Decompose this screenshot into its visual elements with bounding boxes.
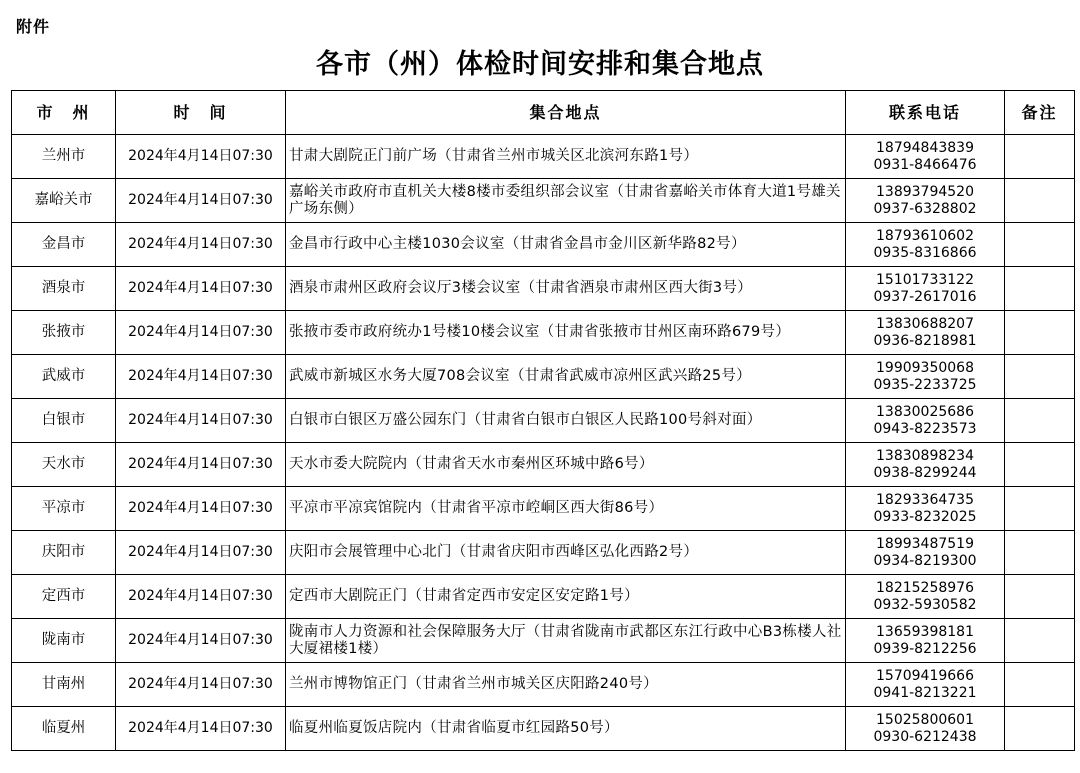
table-row bbox=[12, 487, 1075, 531]
phone-cell bbox=[846, 311, 1005, 355]
mobile-number: 13830025686 bbox=[876, 403, 974, 420]
city-cell: 甘南州 bbox=[12, 663, 116, 707]
time-cell: 2024年4月14日07:30 bbox=[116, 355, 286, 399]
column-header-location: 集合地点 bbox=[286, 91, 846, 135]
city-cell: 白银市 bbox=[12, 399, 116, 443]
city-cell: 临夏州 bbox=[12, 707, 116, 751]
table-row bbox=[12, 575, 1075, 619]
location-cell: 平凉市平凉宾馆院内（甘肃省平凉市崆峒区西大街86号） bbox=[286, 487, 846, 531]
time-cell: 2024年4月14日07:30 bbox=[116, 443, 286, 487]
column-header-phone: 联系电话 bbox=[846, 91, 1005, 135]
time-cell: 2024年4月14日07:30 bbox=[116, 223, 286, 267]
mobile-number: 15101733122 bbox=[876, 271, 974, 288]
time-cell: 2024年4月14日07:30 bbox=[116, 179, 286, 223]
mobile-number: 13830688207 bbox=[876, 315, 974, 332]
location-cell: 金昌市行政中心主楼1030会议室（甘肃省金昌市金川区新华路82号） bbox=[286, 223, 846, 267]
location-cell: 嘉峪关市政府市直机关大楼8楼市委组织部会议室（甘肃省嘉峪关市体育大道1号雄关广场东侧） bbox=[286, 179, 846, 223]
mobile-number: 19909350068 bbox=[876, 359, 974, 376]
city-cell: 天水市 bbox=[12, 443, 116, 487]
remark-cell bbox=[1005, 399, 1075, 443]
page-title: 各市（州）体检时间安排和集合地点 bbox=[316, 49, 764, 80]
mobile-number: 13893794520 bbox=[876, 183, 974, 200]
table-header bbox=[12, 91, 1075, 135]
mobile-number: 13659398181 bbox=[876, 623, 974, 640]
landline-number: 0931-8466476 bbox=[873, 156, 977, 173]
landline-number: 0938-8299244 bbox=[873, 464, 977, 481]
landline-number: 0939-8212256 bbox=[873, 640, 977, 657]
city-cell: 金昌市 bbox=[12, 223, 116, 267]
time-cell: 2024年4月14日07:30 bbox=[116, 135, 286, 179]
city-cell: 张掖市 bbox=[12, 311, 116, 355]
column-header-remark: 备注 bbox=[1005, 91, 1075, 135]
landline-number: 0937-2617016 bbox=[873, 288, 977, 305]
city-cell: 兰州市 bbox=[12, 135, 116, 179]
table-row bbox=[12, 311, 1075, 355]
landline-number: 0930-6212438 bbox=[873, 728, 977, 745]
table-row bbox=[12, 179, 1075, 223]
phone-cell bbox=[846, 135, 1005, 179]
mobile-number: 18793610602 bbox=[876, 227, 974, 244]
remark-cell bbox=[1005, 267, 1075, 311]
table-body bbox=[12, 135, 1075, 751]
location-cell: 天水市委大院院内（甘肃省天水市秦州区环城中路6号） bbox=[286, 443, 846, 487]
header-row bbox=[12, 91, 1075, 135]
table-row bbox=[12, 223, 1075, 267]
remark-cell bbox=[1005, 575, 1075, 619]
time-cell: 2024年4月14日07:30 bbox=[116, 487, 286, 531]
time-cell: 2024年4月14日07:30 bbox=[116, 311, 286, 355]
city-cell: 平凉市 bbox=[12, 487, 116, 531]
mobile-number: 18215258976 bbox=[876, 579, 974, 596]
location-cell: 定西市大剧院正门（甘肃省定西市安定区安定路1号） bbox=[286, 575, 846, 619]
landline-number: 0935-2233725 bbox=[873, 376, 977, 393]
location-cell: 临夏州临夏饭店院内（甘肃省临夏市红园路50号） bbox=[286, 707, 846, 751]
phone-cell bbox=[846, 267, 1005, 311]
phone-cell bbox=[846, 443, 1005, 487]
location-cell: 甘肃大剧院正门前广场（甘肃省兰州市城关区北滨河东路1号） bbox=[286, 135, 846, 179]
mobile-number: 15025800601 bbox=[876, 711, 974, 728]
remark-cell bbox=[1005, 663, 1075, 707]
remark-cell bbox=[1005, 355, 1075, 399]
table-row bbox=[12, 135, 1075, 179]
table-row bbox=[12, 443, 1075, 487]
remark-cell bbox=[1005, 707, 1075, 751]
city-cell: 酒泉市 bbox=[12, 267, 116, 311]
remark-cell bbox=[1005, 487, 1075, 531]
mobile-number: 18293364735 bbox=[876, 491, 974, 508]
table-row bbox=[12, 267, 1075, 311]
landline-number: 0932-5930582 bbox=[873, 596, 977, 613]
phone-cell bbox=[846, 355, 1005, 399]
mobile-number: 15709419666 bbox=[876, 667, 974, 684]
table-row bbox=[12, 707, 1075, 751]
location-cell: 陇南市人力资源和社会保障服务大厅（甘肃省陇南市武都区东江行政中心B3栋楼人社大厦裙楼1楼） bbox=[286, 619, 846, 663]
time-cell: 2024年4月14日07:30 bbox=[116, 575, 286, 619]
mobile-number: 13830898234 bbox=[876, 447, 974, 464]
landline-number: 0936-8218981 bbox=[873, 332, 977, 349]
column-header-city: 市 州 bbox=[12, 91, 116, 135]
remark-cell bbox=[1005, 179, 1075, 223]
remark-cell bbox=[1005, 135, 1075, 179]
phone-cell bbox=[846, 399, 1005, 443]
table-row bbox=[12, 399, 1075, 443]
phone-cell bbox=[846, 575, 1005, 619]
location-cell: 庆阳市会展管理中心北门（甘肃省庆阳市西峰区弘化西路2号） bbox=[286, 531, 846, 575]
phone-cell bbox=[846, 619, 1005, 663]
location-cell: 张掖市委市政府统办1号楼10楼会议室（甘肃省张掖市甘州区南环路679号） bbox=[286, 311, 846, 355]
phone-cell bbox=[846, 707, 1005, 751]
remark-cell bbox=[1005, 223, 1075, 267]
location-cell: 武威市新城区水务大厦708会议室（甘肃省武威市凉州区武兴路25号） bbox=[286, 355, 846, 399]
city-cell: 武威市 bbox=[12, 355, 116, 399]
phone-cell bbox=[846, 531, 1005, 575]
phone-cell bbox=[846, 487, 1005, 531]
remark-cell bbox=[1005, 443, 1075, 487]
attachment-label: 附件 bbox=[16, 17, 51, 36]
table-row bbox=[12, 619, 1075, 663]
landline-number: 0933-8232025 bbox=[873, 508, 977, 525]
table-row bbox=[12, 355, 1075, 399]
schedule-table bbox=[11, 90, 1075, 751]
table-row bbox=[12, 663, 1075, 707]
landline-number: 0935-8316866 bbox=[873, 244, 977, 261]
city-cell: 嘉峪关市 bbox=[12, 179, 116, 223]
column-header-time: 时 间 bbox=[116, 91, 286, 135]
time-cell: 2024年4月14日07:30 bbox=[116, 399, 286, 443]
remark-cell bbox=[1005, 619, 1075, 663]
landline-number: 0941-8213221 bbox=[873, 684, 977, 701]
phone-cell bbox=[846, 179, 1005, 223]
location-cell: 兰州市博物馆正门（甘肃省兰州市城关区庆阳路240号） bbox=[286, 663, 846, 707]
landline-number: 0934-8219300 bbox=[873, 552, 977, 569]
table-row bbox=[12, 531, 1075, 575]
phone-cell bbox=[846, 663, 1005, 707]
city-cell: 定西市 bbox=[12, 575, 116, 619]
remark-cell bbox=[1005, 311, 1075, 355]
time-cell: 2024年4月14日07:30 bbox=[116, 619, 286, 663]
location-cell: 白银市白银区万盛公园东门（甘肃省白银市白银区人民路100号斜对面） bbox=[286, 399, 846, 443]
time-cell: 2024年4月14日07:30 bbox=[116, 663, 286, 707]
city-cell: 庆阳市 bbox=[12, 531, 116, 575]
landline-number: 0937-6328802 bbox=[873, 200, 977, 217]
time-cell: 2024年4月14日07:30 bbox=[116, 531, 286, 575]
time-cell: 2024年4月14日07:30 bbox=[116, 267, 286, 311]
city-cell: 陇南市 bbox=[12, 619, 116, 663]
mobile-number: 18794843839 bbox=[876, 139, 974, 156]
phone-cell bbox=[846, 223, 1005, 267]
mobile-number: 18993487519 bbox=[876, 535, 974, 552]
landline-number: 0943-8223573 bbox=[873, 420, 977, 437]
location-cell: 酒泉市肃州区政府会议厅3楼会议室（甘肃省酒泉市肃州区西大街3号） bbox=[286, 267, 846, 311]
time-cell: 2024年4月14日07:30 bbox=[116, 707, 286, 751]
remark-cell bbox=[1005, 531, 1075, 575]
